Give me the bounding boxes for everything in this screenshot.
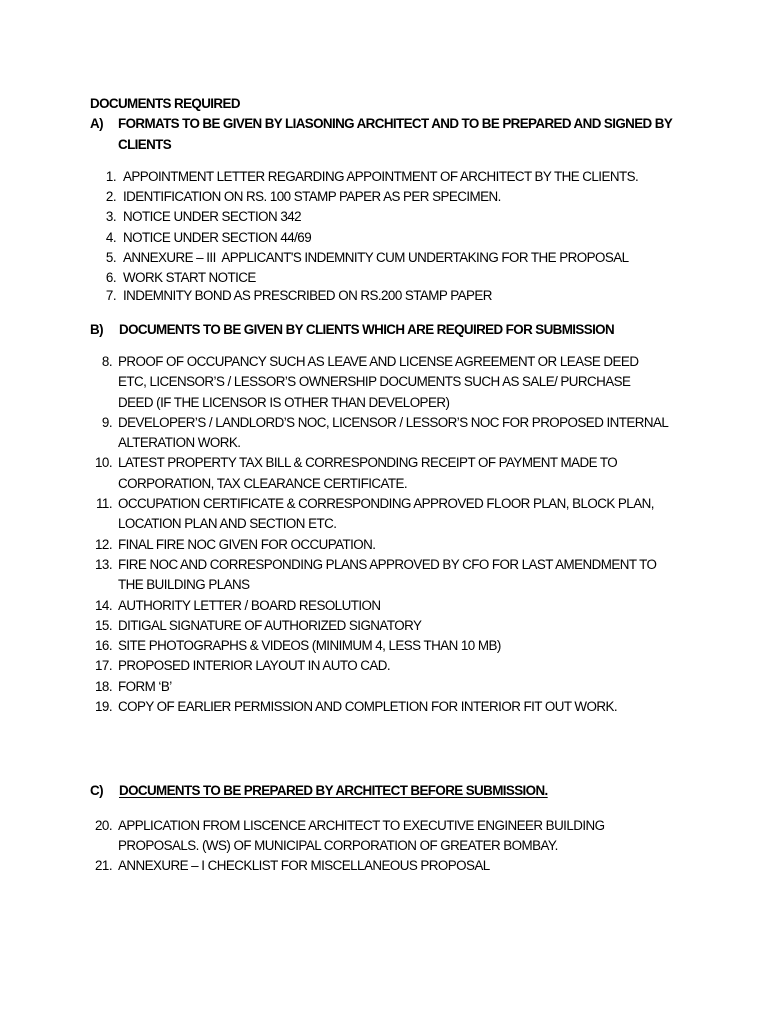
section-b-heading	[90, 320, 690, 340]
list-item	[90, 816, 690, 857]
list-item	[90, 616, 690, 636]
item-text: PROOF OF OCCUPANCY SUCH AS LEAVE AND LICENSE AGREEMENT OR LEASE DEED ETC, LICENSOR’S / LESSOR’S OWNERSHIP DOCUMENTS SUCH AS SALE/ PURCHASE DEED (IF THE LICENSOR IS OTHER THAN DEVELOPER)	[118, 353, 639, 410]
item-number: 6.	[105, 270, 116, 286]
list-item	[90, 636, 690, 656]
section-a-list	[90, 167, 690, 307]
section-a-title: FORMATS TO BE GIVEN BY LIASONING ARCHITECT AND TO BE PREPARED AND SIGNED BY CLIENTS	[118, 116, 672, 152]
section-b-title: DOCUMENTS TO BE GIVEN BY CLIENTS WHICH ARE REQUIRED FOR SUBMISSION	[119, 321, 615, 337]
list-item	[90, 697, 690, 717]
list-item	[90, 856, 690, 876]
item-number: 9.	[101, 414, 112, 430]
item-text: PROPOSED INTERIOR LAYOUT IN AUTO CAD.	[118, 658, 391, 674]
item-number: 2.	[105, 189, 116, 205]
item-number: 4.	[105, 229, 116, 245]
section-c-list	[90, 816, 690, 877]
item-text: FIRE NOC AND CORRESPONDING PLANS APPROVED BY CFO FOR LAST AMENDMENT TO THE BUILDING PLANS	[118, 556, 657, 593]
item-number: 12.	[95, 536, 112, 552]
item-text: ANNEXURE – III APPLICANT'S INDEMNITY CUM UNDERTAKING FOR THE PROPOSAL	[123, 250, 629, 266]
list-item	[90, 268, 690, 286]
item-number: 10.	[95, 455, 112, 471]
item-text: FINAL FIRE NOC GIVEN FOR OCCUPATION.	[118, 536, 376, 552]
item-number: 16.	[95, 638, 112, 654]
list-item	[90, 677, 690, 697]
item-text: APPOINTMENT LETTER REGARDING APPOINTMENT OF ARCHITECT BY THE CLIENTS.	[123, 168, 639, 184]
list-item	[90, 656, 690, 676]
item-number: 20.	[95, 817, 112, 833]
item-number: 11.	[96, 496, 112, 512]
section-c-title: DOCUMENTS TO BE PREPARED BY ARCHITECT BEFORE SUBMISSION.	[119, 783, 548, 799]
section-a-heading	[90, 114, 690, 155]
item-text: AUTHORITY LETTER / BOARD RESOLUTION	[118, 597, 381, 613]
item-number: 17.	[95, 658, 112, 674]
section-c-heading	[90, 781, 690, 801]
item-text: NOTICE UNDER SECTION 342	[123, 209, 302, 225]
list-item	[90, 413, 690, 454]
item-text: APPLICATION FROM LISCENCE ARCHITECT TO EXECUTIVE ENGINEER BUILDING PROPOSALS. (WS) OF MUNICIPAL CORPORATION OF GREATER BOMBAY.	[118, 817, 605, 853]
item-number: 15.	[95, 617, 112, 633]
item-text: NOTICE UNDER SECTION 44/69	[123, 229, 312, 245]
item-number: 8.	[101, 353, 112, 369]
item-number: 13.	[95, 556, 112, 572]
section-c-marker: C)	[90, 783, 103, 799]
item-text: IDENTIFICATION ON RS. 100 STAMP PAPER AS PER SPECIMEN.	[123, 189, 501, 205]
item-number: 5.	[105, 250, 116, 266]
item-text: DEVELOPER’S / LANDLORD’S NOC, LICENSOR / LESSOR’S NOC FOR PROPOSED INTERNAL ALTERATION WORK.	[118, 414, 668, 451]
item-number: 3.	[105, 209, 116, 225]
item-number: 1.	[105, 168, 116, 184]
item-number: 19.	[95, 699, 112, 715]
list-item	[90, 352, 690, 413]
list-item	[90, 187, 690, 207]
list-item	[90, 248, 690, 268]
list-item	[90, 555, 690, 596]
item-text: DITIGAL SIGNATURE OF AUTHORIZED SIGNATORY	[118, 617, 422, 633]
item-number: 18.	[95, 678, 112, 694]
list-item	[90, 453, 690, 494]
section-a-marker: A)	[90, 116, 103, 132]
list-item	[90, 207, 690, 227]
item-text: ANNEXURE – I CHECKLIST FOR MISCELLANEOUS PROPOSAL	[118, 858, 490, 874]
list-item	[90, 494, 690, 535]
page-title: DOCUMENTS REQUIRED	[90, 96, 240, 111]
item-text: OCCUPATION CERTIFICATE & CORRESPONDING APPROVED FLOOR PLAN, BLOCK PLAN, LOCATION PLAN AND SECTION ETC.	[118, 496, 654, 532]
item-text: LATEST PROPERTY TAX BILL & CORRESPONDING RECEIPT OF PAYMENT MADE TO CORPORATION, TAX CLEARANCE CERTIFICATE.	[118, 455, 618, 491]
list-item	[90, 167, 690, 187]
item-text: WORK START NOTICE	[123, 270, 256, 286]
item-text: SITE PHOTOGRAPHS & VIDEOS (MINIMUM 4, LESS THAN 10 MB)	[118, 638, 501, 654]
document-body	[90, 94, 690, 877]
list-item	[90, 228, 690, 248]
section-b-list	[90, 352, 690, 717]
item-text: COPY OF EARLIER PERMISSION AND COMPLETION FOR INTERIOR FIT OUT WORK.	[118, 699, 618, 715]
section-b-marker: B)	[90, 321, 103, 337]
item-number: 21.	[95, 858, 112, 874]
item-number: 14.	[95, 597, 112, 613]
item-number: 7.	[105, 288, 116, 304]
list-item	[90, 286, 690, 306]
item-text: INDEMNITY BOND AS PRESCRIBED ON RS.200 STAMP PAPER	[123, 288, 492, 304]
list-item	[90, 596, 690, 616]
list-item	[90, 535, 690, 555]
item-text: FORM ‘B’	[118, 678, 172, 694]
